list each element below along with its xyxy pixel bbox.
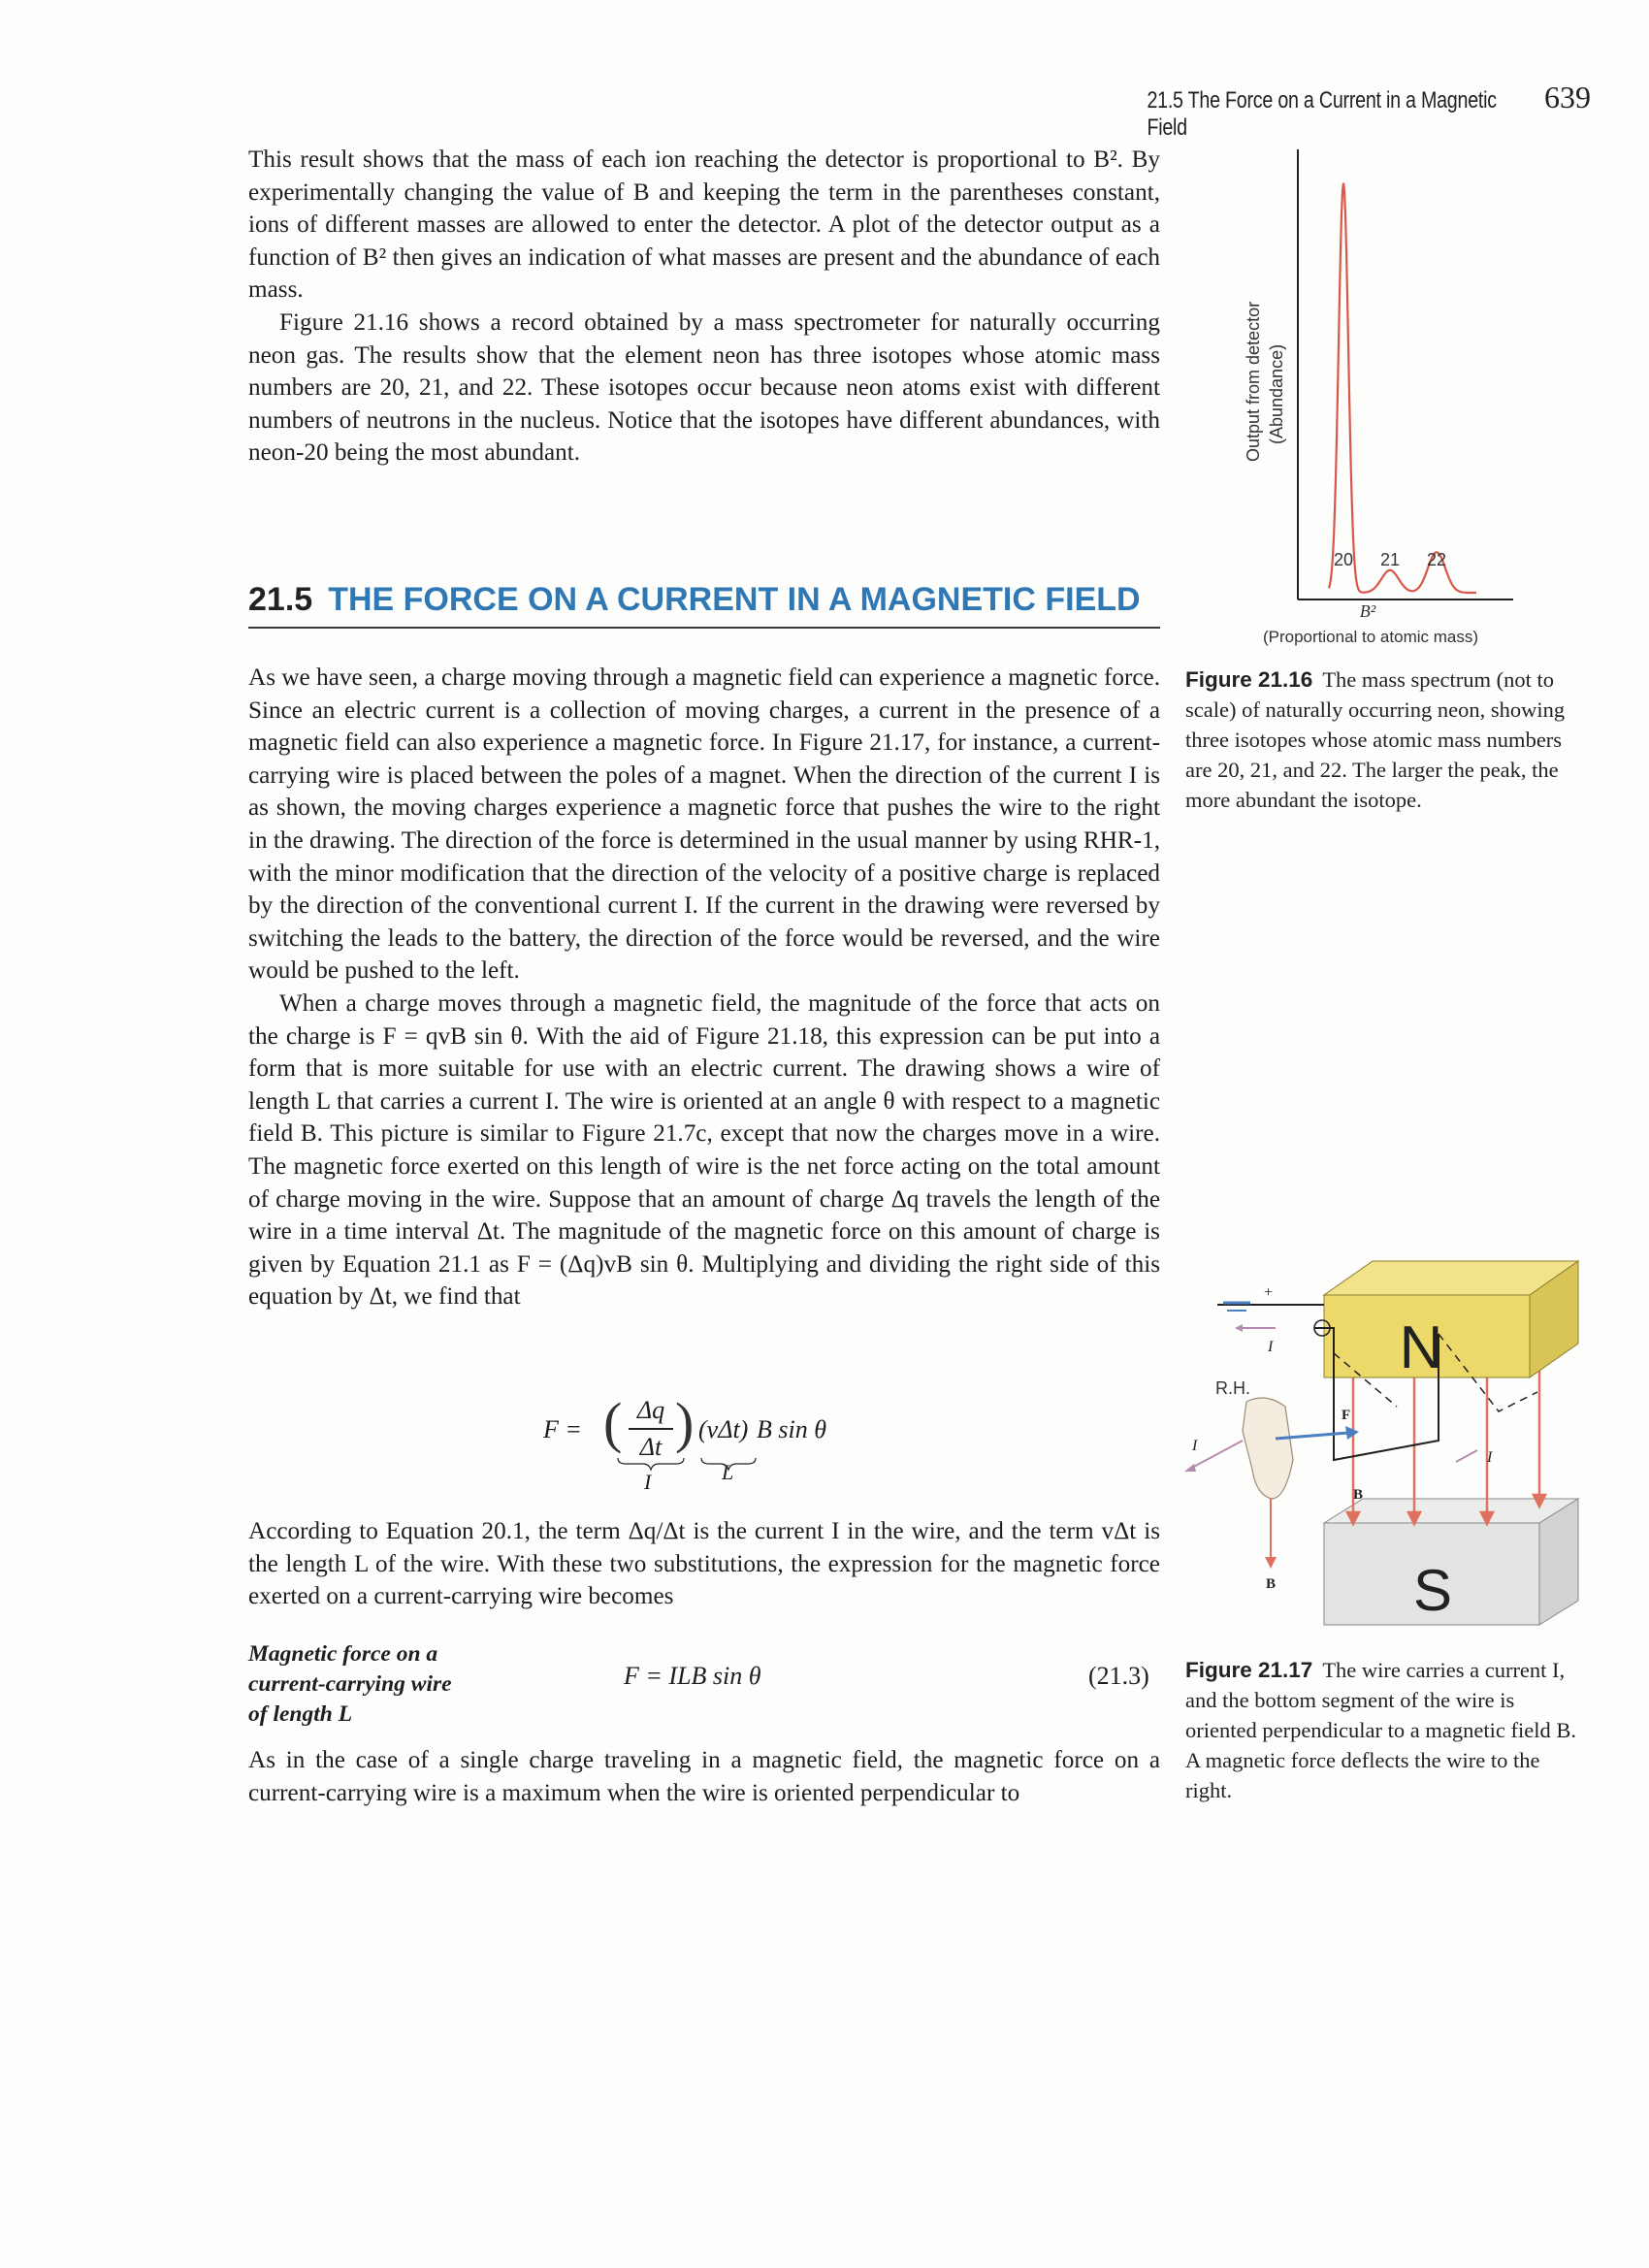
- battery-plus-label: +: [1264, 1284, 1274, 1301]
- current-arrowhead: [1235, 1324, 1243, 1332]
- figure-21-16-chart: [1222, 146, 1533, 650]
- eq-denominator: Δt: [639, 1433, 663, 1461]
- section-title: THE FORCE ON A CURRENT IN A MAGNETIC FIELD: [328, 581, 1141, 618]
- right-paren: ): [675, 1391, 695, 1454]
- current-label-wire: I: [1487, 1449, 1493, 1466]
- x-tick-label: 21: [1379, 550, 1401, 569]
- force-derivation-equation: [543, 1382, 863, 1494]
- right-hand-label: R.H.: [1215, 1378, 1250, 1398]
- north-pole-label: N: [1399, 1314, 1443, 1381]
- intro-text: [248, 144, 1160, 470]
- equation-number: (21.3): [1088, 1662, 1149, 1690]
- running-title: 21.5 The Force on a Current in a Magnetic Field: [1147, 87, 1497, 141]
- mass-spectrum-plot: [1222, 146, 1533, 650]
- spectrum-line: [1329, 183, 1476, 593]
- paragraph: As we have seen, a charge moving through a magnetic field can experience a magnetic force. Since an electric current is a collection of moving charges, a current in the presence of a magnetic field can also experience a magnetic force. In Figure 21.17, for instance, a current-carrying wire is placed between the poles of a magnet. When the direction of the current I is as shown, the moving charges experience a magnetic force that pushes the wire to the right in the drawing. The direction of the force is determined in the usual manner by using RHR-1, with the minor modification that the direction of the velocity of a positive charge is replaced by the direction of the conventional current I. If the current in the drawing were reversed by switching the leads to the battery, the direction of the force would be reversed, and the wire would be pushed to the left.: [248, 664, 1160, 985]
- fraction-bar: [629, 1428, 673, 1430]
- field-label: B: [1353, 1487, 1364, 1503]
- figure-label: Figure 21.17: [1185, 1658, 1313, 1682]
- paragraph-closing: [248, 1744, 1160, 1809]
- margin-note: Magnetic force on a current-carrying wire of length L: [248, 1641, 452, 1727]
- figure-21-17-caption: [1185, 1655, 1583, 1805]
- paragraph: Figure 21.16 shows a record obtained by a mass spectrometer for naturally occurring neon gas. The results show that the element neon has three isotopes whose atomic mass numbers are 20, 21, and 22. These isotopes occur because neon atoms exist with different numbers of neutrons in the nucleus. Notice that the isotopes have different abundances, with neon-20 being the most abundant.: [248, 308, 1160, 467]
- force-label: F: [1342, 1408, 1351, 1423]
- paragraph: When a charge moves through a magnetic field, the magnitude of the force that acts on the charge is F = qvB sin θ. With the aid of Figure 21.18, this expression can be put into a form that is more suitable for use with an electric current. The drawing shows a wire of length L that carries a current I. The wire is oriented at an angle θ with respect to a magnetic field B. This picture is similar to Figure 21.7c, except that now the charges move in a wire. The magnetic force exerted on this length of wire is the net force acting on the total amount of charge moving in the wire. Suppose that an amount of charge Δq travels the length of the wire in a time interval Δt. The magnitude of the magnetic force on this amount of charge is given by Equation 21.1 as F = (Δq)vB sin θ. Multiplying and dividing the right side of this equation by Δt, we find that: [248, 989, 1160, 1311]
- figure-21-16-caption: [1185, 664, 1583, 815]
- running-head: [1067, 80, 1591, 141]
- force-equation-21-3: F = ILB sin θ: [624, 1662, 761, 1690]
- x-tick-labels: [1334, 550, 1446, 569]
- caption-text: The wire carries a current I, and the bottom segment of the wire is oriented perpendicular to a magnetic field B. A magnetic force deflects the wire to the right.: [1185, 1658, 1576, 1802]
- current-label-top: I: [1268, 1339, 1274, 1355]
- y-axis-label: Output from detector: [1244, 301, 1263, 462]
- x-axis-sublabel: (Proportional to atomic mass): [1262, 628, 1479, 646]
- page-number: 639: [1544, 80, 1591, 114]
- paragraph: As in the case of a single charge traveling in a magnetic field, the magnetic force on a current-carrying wire is a maximum when the wire is oriented perpendicular to: [248, 1747, 1160, 1806]
- figure-21-17-diagram: [1179, 1208, 1586, 1635]
- paragraph: This result shows that the mass of each ion reaching the detector is proportional to B². By experimentally changing the value of B and keeping the term in the parentheses constant, ions of different masses are allowed to enter the detector. A plot of the detector output as a function of B² then gives an indication of what masses are present and the abundance of each mass.: [248, 146, 1160, 304]
- eq-lhs: F =: [543, 1415, 582, 1443]
- wire-current-arrow: [1456, 1450, 1477, 1462]
- x-axis-label: B²: [1359, 601, 1376, 621]
- underbraces: [616, 1456, 771, 1472]
- paragraph: According to Equation 20.1, the term Δq/Δt is the current I in the wire, and the term vΔt is the length L of the wire. With these two substitutions, the expression for the magnetic force exerted on a current-carrying wire becomes: [248, 1518, 1160, 1610]
- eq-rhs: B sin θ: [757, 1415, 826, 1443]
- section-text: [248, 662, 1160, 1313]
- caption-text: The mass spectrum (not to scale) of naturally occurring neon, showing three isotopes whose atomic mass numbers are 20, 21, and 22. The larger the peak, the more abundant the isotope.: [1185, 667, 1566, 812]
- right-hand-icon: [1243, 1398, 1293, 1499]
- x-tick-label: 22: [1426, 550, 1447, 569]
- magnet-wire-illustration: [1179, 1208, 1586, 1635]
- field-label-hand: B: [1266, 1576, 1277, 1592]
- figure-label: Figure 21.16: [1185, 667, 1313, 692]
- south-pole-label: S: [1412, 1558, 1453, 1623]
- hand-current-arrowhead: [1184, 1464, 1196, 1472]
- current-label-hand: I: [1192, 1438, 1198, 1454]
- brace-label-length: L: [722, 1460, 734, 1484]
- left-paren: (: [603, 1391, 623, 1454]
- section-heading: [248, 578, 1160, 629]
- y-axis-sublabel: (Abundance): [1267, 343, 1286, 444]
- eq-middle: (vΔt): [698, 1415, 749, 1443]
- hand-field-arrowhead: [1265, 1557, 1277, 1569]
- section-number: 21.5: [248, 581, 313, 618]
- x-tick-label: 20: [1333, 550, 1354, 569]
- paragraph-substitution: [248, 1515, 1160, 1613]
- eq-numerator: Δq: [636, 1396, 665, 1424]
- brace-label-current: I: [644, 1470, 652, 1494]
